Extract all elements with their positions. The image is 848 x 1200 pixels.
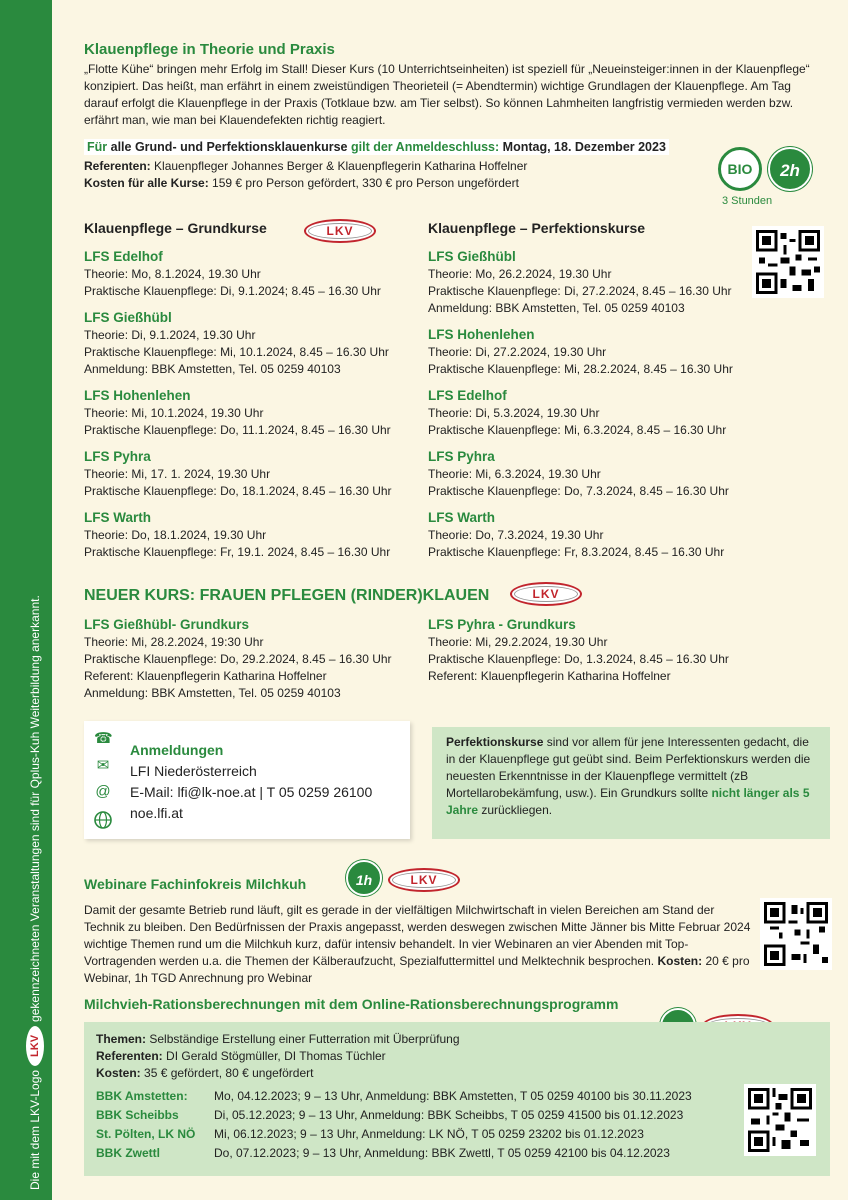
course-name: LFS Edelhof [428, 388, 507, 403]
course-name: LFS Hohenlehen [84, 388, 191, 403]
perfektion-info-box [432, 727, 830, 839]
ration-row-scheibbs [96, 1108, 716, 1122]
ration-box [84, 1022, 830, 1176]
course-theory: Theorie: Do, 7.3.2024, 19.30 Uhr [428, 528, 604, 542]
course-practice: Praktische Klauenpflege: Do, 1.3.2024, 8.45 – 16.30 Uhr [428, 652, 729, 666]
course-practice: Praktische Klauenpflege: Do, 18.1.2024, 8.45 – 16.30 Uhr [84, 484, 392, 498]
ration-location: St. Pölten, LK NÖ [96, 1127, 196, 1141]
kosten-label: Kosten für alle Kurse: [84, 176, 209, 190]
qr-code-icon[interactable] [744, 1084, 816, 1156]
course-name: LFS Edelhof [84, 249, 163, 264]
course-registration: Anmeldung: BBK Amstetten, Tel. 05 0259 40103 [84, 362, 341, 376]
lkv-logo: LKV [304, 219, 376, 243]
contact-org: LFI Niederösterreich [130, 763, 257, 779]
qr-code-icon[interactable] [760, 898, 832, 970]
perf-info-strong2: nicht länger als 5 Jahre [446, 786, 810, 817]
perf-course-giesshuebl [428, 248, 768, 317]
course-name: LFS Gießhübl [84, 310, 172, 325]
deadline-mid: alle Grund- und Perfektionsklauenkurse [110, 140, 348, 154]
webinar-cost-label: Kosten: [657, 954, 703, 968]
course-registration: Anmeldung: BBK Amstetten, Tel. 05 0259 40103 [428, 301, 685, 315]
ration-themen [96, 1032, 460, 1046]
new-course-title: NEUER KURS: FRAUEN PFLEGEN (RINDER)KLAUEN [84, 587, 490, 604]
perf-course-edelhof [428, 387, 768, 439]
lkv-logo: LKV [388, 868, 460, 892]
perf-info-text2: zurückliegen. [478, 803, 553, 817]
course-theory: Theorie: Mo, 26.2.2024, 19.30 Uhr [428, 267, 612, 281]
ration-row-stpoelten [96, 1127, 716, 1141]
course-practice: Praktische Klauenpflege: Mi, 6.3.2024, 8.45 – 16.30 Uhr [428, 423, 727, 437]
ration-row-amstetten [96, 1089, 716, 1103]
contact-title: Anmeldungen [130, 742, 224, 758]
course-referent: Referent: Klauenpflegerin Katharina Hoffelner [428, 669, 671, 683]
course-theory: Theorie: Di, 27.2.2024, 19.30 Uhr [428, 345, 607, 359]
course-theory: Theorie: Mi, 29.2.2024, 19.30 Uhr [428, 635, 608, 649]
hours-badge: 2h [768, 147, 812, 191]
ration-title: Milchvieh-Rationsberechnungen mit dem Online-Rationsberechnungsprogramm [84, 996, 619, 1012]
ration-ref-value: DI Gerald Stögmüller, DI Thomas Tüchler [166, 1049, 386, 1063]
ration-location: BBK Amstetten: [96, 1089, 188, 1103]
ration-info: Di, 05.12.2023; 9 – 13 Uhr, Anmeldung: BBK Scheibbs, T 05 0259 41500 bis 01.12.2023 [214, 1108, 684, 1122]
ration-ref-label: Referenten: [96, 1049, 163, 1063]
course-name: LFS Pyhra - Grundkurs [428, 617, 576, 632]
referenten-value: Klauenpfleger Johannes Berger & Klauenpflegerin Katharina Hoffelner [154, 159, 528, 173]
ration-info: Mi, 06.12.2023; 9 – 13 Uhr, Anmeldung: LK NÖ, T 05 0259 23202 bis 01.12.2023 [214, 1127, 644, 1141]
course-name: LFS Pyhra [428, 449, 495, 464]
course-theory: Theorie: Di, 5.3.2024, 19.30 Uhr [428, 406, 600, 420]
course-theory: Theorie: Mi, 28.2.2024, 19:30 Uhr [84, 635, 264, 649]
course-theory: Theorie: Mo, 8.1.2024, 19.30 Uhr [84, 267, 261, 281]
perfektionskurse-title: Klauenpflege – Perfektionskurse [428, 220, 646, 236]
page-title: Klauenpflege in Theorie und Praxis [84, 41, 335, 58]
course-theory: Theorie: Do, 18.1.2024, 19.30 Uhr [84, 528, 267, 542]
webinar-body: Damit der gesamte Betrieb rund läuft, gilt es gerade in der vielfältigen Milchwirtschaft in vielen Bereichen am Stand der Technik zu bleiben. Den Bedürfnissen der Praxis angepasst, werden deswegen zwischen Mitte Jänner bis Mitte Februar 2024 wichtige Themen rund um die Milchkuh kurz, dafür intensiv behandelt. In vier Webinaren an vier Abenden mit Top-Vortragenden werden u.a. die Themen der Kälberaufzucht, Spezialfuttermittel und Melktechnik besprochen. [84, 903, 751, 968]
sidebar [0, 0, 52, 1200]
webinar-cost-value: 20 € pro Webinar, 1h TGD Anrechnung pro Webinar [84, 954, 750, 985]
course-name: LFS Pyhra [84, 449, 151, 464]
deadline-mid2: gilt der Anmeldeschluss: [350, 140, 500, 154]
course-practice: Praktische Klauenpflege: Fr, 19.1. 2024, 8.45 – 16.30 Uhr [84, 545, 391, 559]
contact-web-link[interactable]: noe.lfi.at [130, 805, 183, 821]
course-practice: Praktische Klauenpflege: Do, 7.3.2024, 8.45 – 16.30 Uhr [428, 484, 729, 498]
perf-info-strong: Perfektionskurse [446, 735, 544, 749]
webinar-title: Webinare Fachinfokreis Milchkuh [84, 876, 307, 892]
new-course-pyhra [428, 616, 768, 685]
course-practice: Praktische Klauenpflege: Di, 27.2.2024, 8.45 – 16.30 Uhr [428, 284, 732, 298]
kosten-line [84, 176, 519, 190]
course-theory: Theorie: Di, 9.1.2024, 19.30 Uhr [84, 328, 256, 342]
course-theory: Theorie: Mi, 6.3.2024, 19.30 Uhr [428, 467, 601, 481]
ration-info: Mo, 04.12.2023; 9 – 13 Uhr, Anmeldung: BBK Amstetten, T 05 0259 40100 bis 30.11.2023 [214, 1089, 692, 1103]
course-practice: Praktische Klauenpflege: Mi, 10.1.2024, 8.45 – 16.30 Uhr [84, 345, 389, 359]
course-theory: Theorie: Mi, 17. 1. 2024, 19.30 Uhr [84, 467, 271, 481]
course-practice: Praktische Klauenpflege: Di, 9.1.2024; 8.45 – 16.30 Uhr [84, 284, 381, 298]
grund-course-edelhof [84, 248, 424, 300]
course-referent: Referent: Klauenpflegerin Katharina Hoffelner [84, 669, 327, 683]
ration-kosten [96, 1066, 313, 1080]
deadline-line [84, 139, 669, 155]
lkv-logo: LKV [510, 582, 582, 606]
ration-row-zwettl [96, 1146, 716, 1160]
ration-location: BBK Scheibbs [96, 1108, 179, 1122]
perf-course-pyhra [428, 448, 768, 500]
referenten-label: Referenten: [84, 159, 151, 173]
mail-icon: ✉ [96, 757, 110, 774]
contact-box [84, 721, 410, 839]
referenten-line [84, 159, 527, 173]
course-name: LFS Warth [84, 510, 151, 525]
grund-course-pyhra [84, 448, 424, 500]
ration-cost-value: 35 € gefördert, 80 € ungefördert [144, 1066, 314, 1080]
deadline-prefix: Für [87, 140, 108, 154]
ration-themen-label: Themen: [96, 1032, 147, 1046]
bio-badge: BIO [718, 147, 762, 191]
course-practice: Praktische Klauenpflege: Fr, 8.3.2024, 8.45 – 16.30 Uhr [428, 545, 725, 559]
course-practice: Praktische Klauenpflege: Do, 29.2.2024, 8.45 – 16.30 Uhr [84, 652, 392, 666]
course-registration: Anmeldung: BBK Amstetten, Tel. 05 0259 40103 [84, 686, 341, 700]
webinar-text [84, 902, 752, 987]
contact-email-link[interactable]: E-Mail: lfi@lk-noe.at | T 05 0259 26100 [130, 784, 373, 800]
grund-course-hohenlehen [84, 387, 424, 439]
grundkurse-title: Klauenpflege – Grundkurse [84, 220, 267, 236]
ration-info: Do, 07.12.2023; 9 – 13 Uhr, Anmeldung: BBK Zwettl, T 05 0259 42100 bis 04.12.2023 [214, 1146, 670, 1160]
webinar-hours-badge: 1h [346, 860, 382, 896]
new-course-giesshuebl [84, 616, 424, 702]
perf-info-text1: sind vor allem für jene Interessenten gedacht, die in der Klauenpflege gut geübt sind. Beim Perfektionskurs werden die neuesten Erkenntnisse in der Klauenpflege vermittelt (zB Mortellarobekämfung, usw.). Ein Grundkurs sollte [446, 735, 811, 800]
globe-icon [94, 811, 112, 829]
course-name: LFS Warth [428, 510, 495, 525]
sidebar-text-before: Die mit dem LKV-Logo [28, 1069, 42, 1190]
sidebar-text-after: gekennzeichneten Veranstaltungen sind für Qplus-Kuh Weiterbildung anerkannt. [28, 595, 42, 1022]
course-practice: Praktische Klauenpflege: Do, 11.1.2024, 8.45 – 16.30 Uhr [84, 423, 391, 437]
course-name: LFS Gießhübl [428, 249, 516, 264]
ration-location: BBK Zwettl [96, 1146, 160, 1160]
ration-referenten [96, 1049, 386, 1063]
grund-course-warth [84, 509, 424, 561]
deadline-date: Montag, 18. Dezember 2023 [502, 140, 666, 154]
kosten-value: 159 € pro Person gefördert, 330 € pro Person ungefördert [212, 176, 519, 190]
grund-course-giesshuebl [84, 309, 424, 378]
course-name: LFS Hohenlehen [428, 327, 535, 342]
course-practice: Praktische Klauenpflege: Mi, 28.2.2024, 8.45 – 16.30 Uhr [428, 362, 733, 376]
perf-course-warth [428, 509, 768, 561]
ration-cost-label: Kosten: [96, 1066, 141, 1080]
course-theory: Theorie: Mi, 10.1.2024, 19.30 Uhr [84, 406, 264, 420]
course-name: LFS Gießhübl- Grundkurs [84, 617, 249, 632]
ration-themen-value: Selbständige Erstellung einer Futterration mit Überprüfung [149, 1032, 460, 1046]
hours-caption: 3 Stunden [722, 195, 773, 207]
intro-text: „Flotte Kühe“ bringen mehr Erfolg im Stall! Dieser Kurs (10 Unterrichtseinheiten) ist speziell für „Neueinsteiger:innen in der Klauenpflege“ konzipiert. Das heißt, man erfährt in einem zweistündigen Theorieteil (= Abendtermin) wichtige Grundlagen der Klauenpflege. Am Tag darauf erfolgt die Klauenpflege in der Praxis (Totklaue bzw. am Tier selbst). So können Lahmheiten langfristig vermieden werden bzw. erfährt man, wie man bei Klauendefekten richtig reagiert. [84, 62, 810, 127]
sidebar-note [26, 595, 44, 1190]
at-icon: @ [95, 783, 111, 800]
perf-course-hohenlehen [428, 326, 768, 378]
sidebar-lkv-logo: LKV [26, 1026, 44, 1066]
phone-icon: ☎ [94, 730, 113, 747]
